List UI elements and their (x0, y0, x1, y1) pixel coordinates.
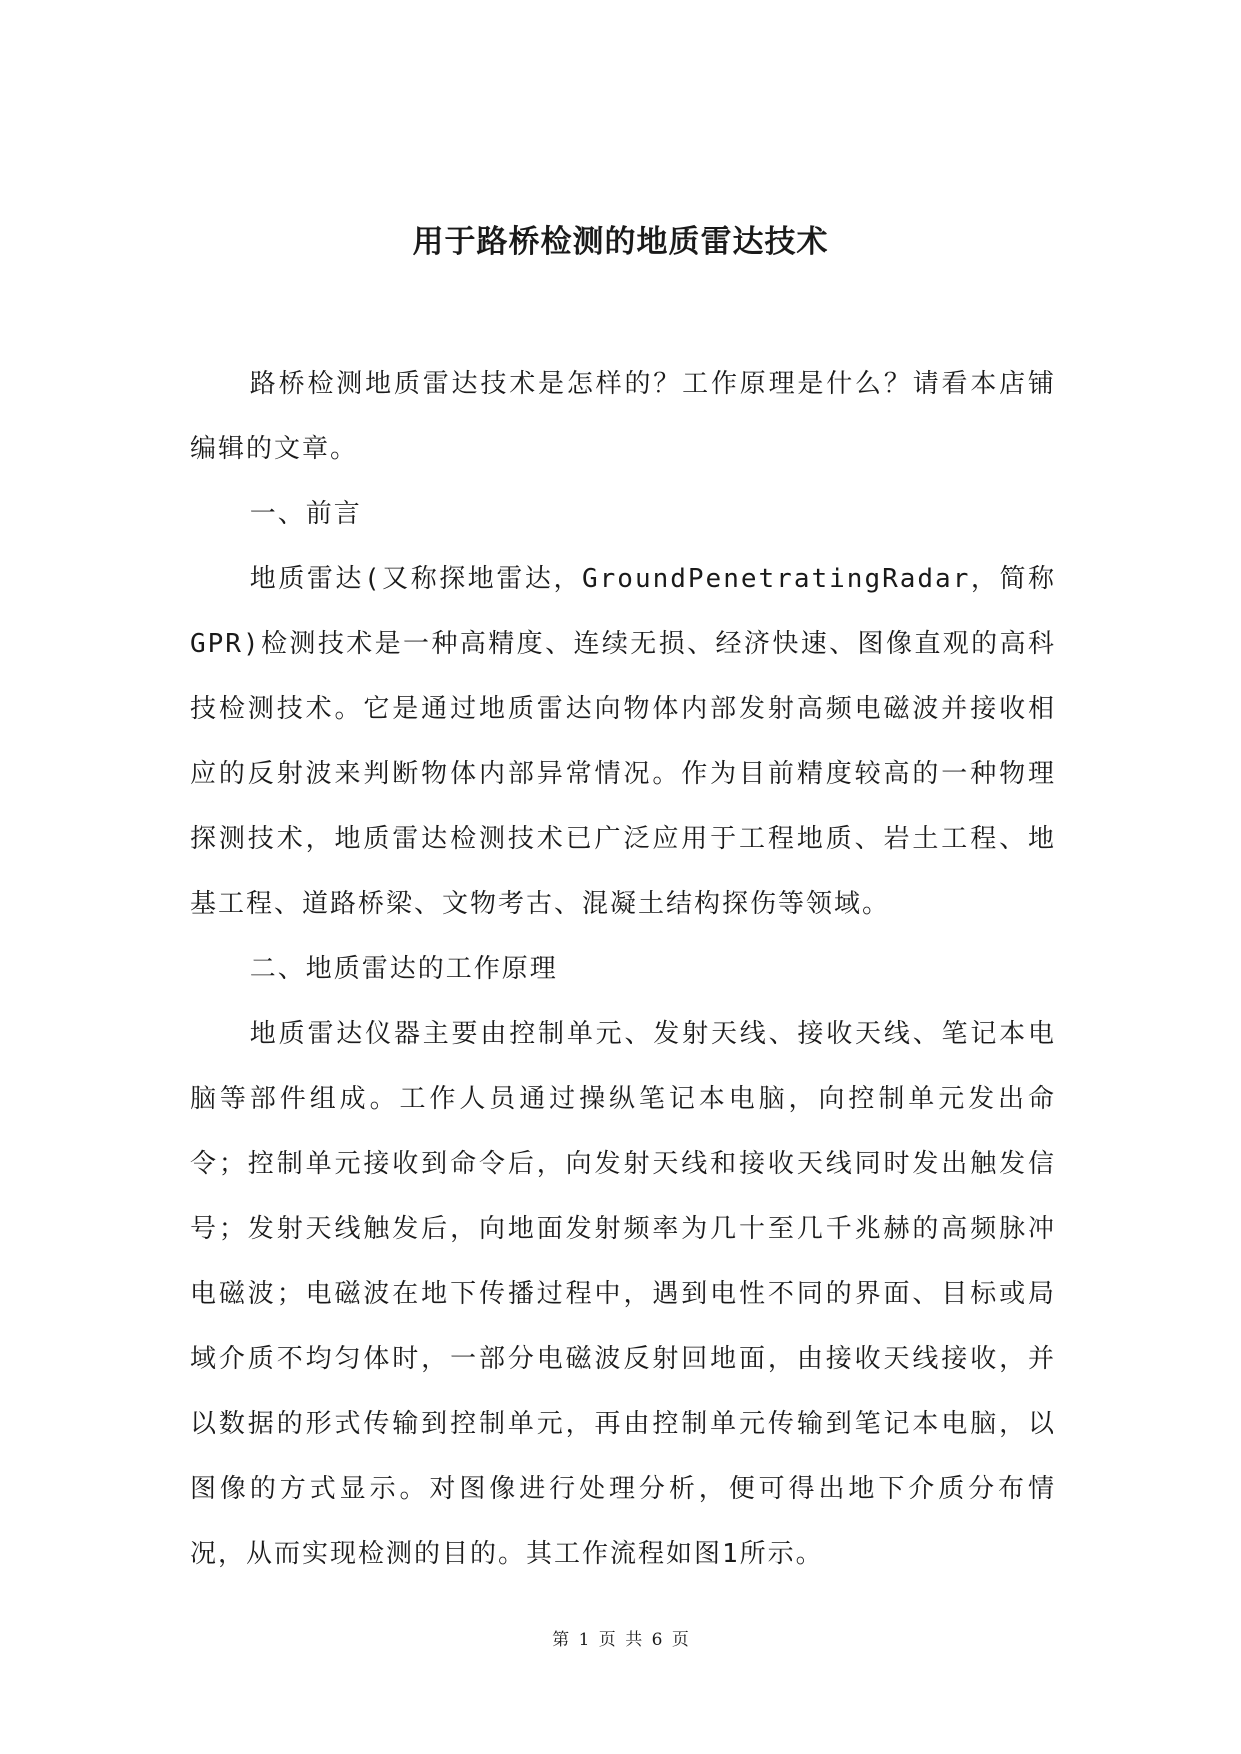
section-heading-preface: 一、前言 (249, 499, 362, 529)
paragraph-working-principle: 地质雷达仪器主要由控制单元、发射天线、接收天线、笔记本电脑等部件组成。工作人员通过操纵笔记本电脑，向控制单元发出命令；控制单元接收到命令后，向发射天线和接收天线同时发出触发信号；发射天线触发后，向地面发射频率为几十至几千兆赫的高频脉冲电磁波；电磁波在地下传播过程中，遇到电性不同的界面、目标或局域介质不均匀体时，一部分电磁波反射回地面，由接收天线接收，并以数据的形式传输到控制单元，再由控制单元传输到笔记本电脑，以图像的方式显示。对图像进行处理分析，便可得出地下介质分布情况，从而实现检测的目的。其工作流程如图1所示。 (190, 1019, 1056, 1569)
document-title: 用于路桥检测的地质雷达技术 (412, 224, 829, 260)
paragraph-gpr-overview: 地质雷达(又称探地雷达，GroundPenetratingRadar，简称GPR)检测技术是一种高精度、连续无损、经济快速、图像直观的高科技检测技术。它是通过地质雷达向物体内部发射高频电磁波并接收相应的反射波来判断物体内部异常情况。作为目前精度较高的一种物理探测技术，地质雷达检测技术已广泛应用于工程地质、岩土工程、地基工程、道路桥梁、文物考古、混凝土结构探伤等领域。 (190, 564, 1056, 919)
page-number-footer: 第 1 页 共 6 页 (552, 1630, 689, 1650)
section-heading-working-principle: 二、地质雷达的工作原理 (249, 954, 558, 984)
document-body (190, 352, 1056, 1587)
paragraph-intro: 路桥检测地质雷达技术是怎样的？工作原理是什么？请看本店铺编辑的文章。 (190, 369, 1056, 464)
